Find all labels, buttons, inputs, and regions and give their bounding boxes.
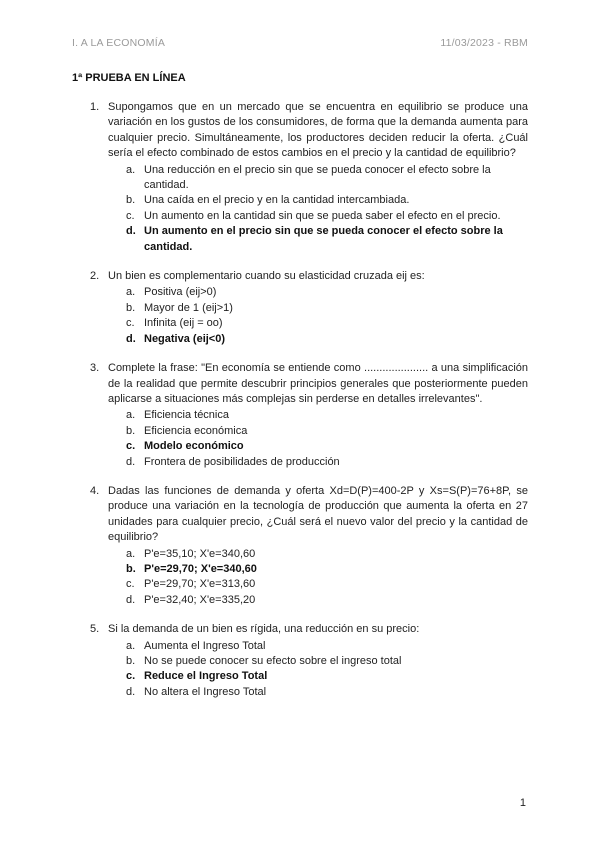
question-2 [72, 269, 528, 347]
option-text: Modelo económico [144, 440, 244, 453]
option-text: P'e=29,70; X'e=313,60 [144, 578, 256, 591]
option-text: Reduce el Ingreso Total [144, 670, 268, 683]
option-letter: a. [126, 409, 136, 422]
option-text: P'e=29,70; X'e=340,60 [144, 562, 257, 575]
option-letter: b. [126, 562, 136, 575]
question-number: 1. [90, 101, 100, 113]
option-text: Un aumento en la cantidad sin que se pueda saber el efecto en el precio. [144, 209, 501, 222]
question-number: 5. [90, 623, 100, 636]
option-b [72, 301, 528, 316]
question-number: 3. [90, 362, 100, 375]
option-text: No altera el Ingreso Total [144, 685, 267, 698]
question-text: Un bien es complementario cuando su elasticidad cruzada eij es: [108, 270, 425, 283]
option-c [72, 316, 528, 331]
option-list [72, 163, 528, 255]
option-letter: d. [126, 593, 136, 606]
option-d [72, 593, 528, 608]
option-text: Una caída en el precio y en la cantidad intercambiada. [144, 194, 410, 207]
option-letter: a. [126, 163, 136, 176]
option-a [72, 408, 528, 423]
option-text: P'e=32,40; X'e=335,20 [144, 593, 256, 606]
option-c [72, 577, 528, 592]
question-5 [72, 622, 528, 700]
question-4 [72, 484, 528, 608]
option-letter: b. [126, 655, 136, 667]
option-text: No se puede conocer su efecto sobre el ingreso total [144, 655, 402, 667]
option-c-correct [72, 669, 528, 684]
question-text: Supongamos que en un mercado que se encuentra en equilibrio se produce una variación en los gustos de los consumidores, de forma que la demanda aumenta para cualquier precio. Simultáneamente, los productores deciden reducir la oferta. ¿Cuál sería el efecto combinado de estos cambios en el precio y la cantidad de equilibrio? [108, 101, 528, 160]
option-b [72, 193, 528, 208]
option-letter: b. [126, 194, 136, 207]
page-header [72, 37, 528, 49]
option-letter: c. [126, 578, 135, 591]
option-text: Eficiencia económica [144, 424, 248, 437]
option-letter: c. [126, 670, 136, 683]
option-list [72, 547, 528, 609]
question-number: 4. [90, 484, 100, 497]
question-text: Complete la frase: "En economía se entiende como ..................... a una simplificación de la realidad que permite descubrir principios generales que posteriormente pueden aplicarse a situaciones más complejas sin perderse en detalles irrelevantes". [108, 362, 528, 405]
option-d [72, 455, 528, 470]
option-c-correct [72, 439, 528, 454]
header-date: 11/03/2023 - RBM [440, 37, 528, 49]
option-a [72, 547, 528, 562]
option-letter: a. [126, 639, 136, 652]
option-a [72, 285, 528, 300]
header-course: I. A LA ECONOMÍA [72, 37, 166, 49]
option-a [72, 639, 528, 654]
question-list [72, 100, 528, 714]
option-list [72, 285, 528, 347]
option-text: Frontera de posibilidades de producción [144, 455, 340, 468]
option-letter: c. [126, 317, 135, 330]
option-letter: d. [126, 685, 136, 698]
option-text: Negativa (eij<0) [144, 332, 226, 345]
option-letter: d. [126, 332, 136, 345]
option-letter: b. [126, 301, 136, 314]
option-text: Aumenta el Ingreso Total [144, 639, 266, 652]
option-b-correct [72, 562, 528, 577]
option-text: Infinita (eij = oo) [144, 317, 223, 330]
option-text: Eficiencia técnica [144, 409, 229, 422]
question-text: Dadas las funciones de demanda y oferta Xd=D(P)=400-2P y Xs=S(P)=76+8P, se produce una variación en la tecnología de producción que aumenta la oferta en 27 unidades para cualquier precio, ¿Cuál será el nuevo valor del precio y la cantidad de equilibrio? [108, 484, 528, 544]
option-text: Una reducción en el precio sin que se pueda conocer el efecto sobre la cantidad. [144, 163, 491, 192]
question-text: Si la demanda de un bien es rígida, una reducción en su precio: [108, 623, 420, 636]
option-letter: a. [126, 547, 136, 560]
page-title: 1ª PRUEBA EN LÍNEA [72, 72, 186, 84]
option-c [72, 209, 528, 224]
option-d [72, 685, 528, 700]
option-text: P'e=35,10; X'e=340,60 [144, 547, 256, 560]
option-b [72, 654, 528, 669]
option-letter: d. [126, 455, 136, 468]
page-number: 1 [519, 797, 526, 809]
option-text: Un aumento en el precio sin que se pueda conocer el efecto sobre la cantidad. [144, 225, 503, 253]
option-letter: d. [126, 225, 136, 238]
question-3 [72, 361, 528, 470]
option-letter: a. [126, 286, 136, 299]
option-d-correct [72, 224, 528, 255]
option-list [72, 639, 528, 701]
option-letter: c. [126, 440, 136, 453]
option-text: Positiva (eij>0) [144, 286, 217, 299]
question-1 [72, 100, 528, 255]
option-list [72, 408, 528, 470]
question-number: 2. [90, 270, 100, 283]
option-d-correct [72, 332, 528, 347]
option-letter: c. [126, 209, 135, 222]
option-b [72, 424, 528, 439]
option-a [72, 163, 528, 194]
option-letter: b. [126, 424, 136, 437]
option-text: Mayor de 1 (eij>1) [144, 301, 233, 314]
